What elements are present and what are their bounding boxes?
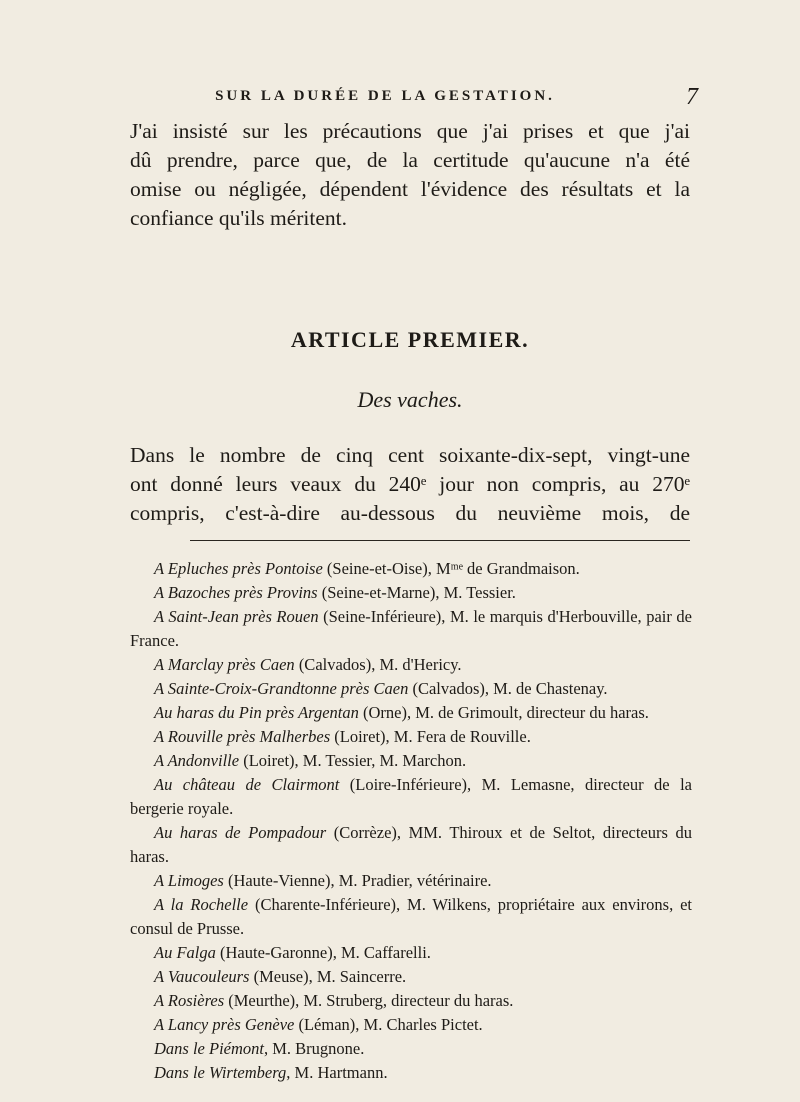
- footnote-place: A Saint-Jean près Rouen: [154, 607, 319, 626]
- footnote-item: [130, 893, 692, 941]
- footnote-detail: (Meuse), M. Saincerre.: [249, 967, 407, 986]
- footnote-place: A Limoges: [154, 871, 224, 890]
- footnote-detail: (Meurthe), M. Struberg, directeur du haras.: [224, 991, 514, 1010]
- footnote-item: [130, 1013, 692, 1037]
- intro-line: dû prendre, parce que, de la certitude qu'aucune n'a été: [130, 148, 690, 172]
- footnote-detail: (Léman), M. Charles Pictet.: [294, 1015, 483, 1034]
- footnote-item: [130, 581, 692, 605]
- footnote-detail: (Calvados), M. de Chastenay.: [408, 679, 608, 698]
- paragraph-line: compris, c'est-à-dire au-dessous du neuvième mois, de: [130, 501, 690, 525]
- intro-line: confiance qu'ils méritent.: [130, 206, 348, 230]
- article-paragraph: [130, 441, 690, 528]
- footnote-detail: (Loire-Inférieure), M. Lemasne, directeur de la bergerie royale.: [130, 775, 692, 818]
- footnote-detail: (Seine-et-Oise), Mᵐᵉ de Grandmaison.: [322, 559, 580, 578]
- paragraph-line: Dans le nombre de cinq cent soixante-dix-sept, vingt-une: [130, 443, 690, 467]
- intro-line: J'ai insisté sur les précautions que j'ai prises et que j'ai: [130, 119, 690, 143]
- footnote-place: A Marclay près Caen: [154, 655, 295, 674]
- footnote-list: [130, 557, 692, 1085]
- footnote-detail: (Loiret), M. Fera de Rouville.: [330, 727, 531, 746]
- footnote-rule: [190, 540, 690, 541]
- footnote-place: A Bazoches près Provins: [154, 583, 318, 602]
- footnote-item: [130, 1061, 692, 1085]
- footnote-place: A Epluches près Pontoise: [154, 559, 323, 578]
- footnote-item: [130, 869, 692, 893]
- footnote-place: Au haras du Pin près Argentan: [154, 703, 359, 722]
- footnote-place: Au haras de Pompadour: [154, 823, 327, 842]
- footnote-item: [130, 773, 692, 821]
- footnote-place: Dans le Piémont: [154, 1039, 264, 1058]
- footnote-item: [130, 653, 692, 677]
- footnote-item: [130, 965, 692, 989]
- footnote-place: Au château de Clairmont: [154, 775, 340, 794]
- footnote-place: A Rosières: [154, 991, 225, 1010]
- footnote-place: A Rouville près Malherbes: [154, 727, 331, 746]
- footnote-detail: (Seine-et-Marne), M. Tessier.: [317, 583, 516, 602]
- paragraph-line: ont donné leurs veaux du 240ᵉ jour non compris, au 270ᵉ: [130, 472, 690, 496]
- footnote-item: [130, 605, 692, 653]
- footnote-item: [130, 1037, 692, 1061]
- footnote-detail: (Haute-Vienne), M. Pradier, vétérinaire.: [223, 871, 492, 890]
- footnote-detail: (Seine-Inférieure), M. le marquis d'Herbouville, pair de France.: [130, 607, 692, 650]
- footnote-item: [130, 989, 692, 1013]
- footnote-item: [130, 725, 692, 749]
- footnote-item: [130, 701, 692, 725]
- footnote-place: Dans le Wirtemberg: [154, 1063, 287, 1082]
- running-head: SUR LA DURÉE DE LA GESTATION.: [215, 88, 555, 104]
- footnote-detail: (Haute-Garonne), M. Caffarelli.: [215, 943, 431, 962]
- footnote-item: [130, 821, 692, 869]
- footnote-detail: (Loiret), M. Tessier, M. Marchon.: [239, 751, 467, 770]
- footnote-item: [130, 749, 692, 773]
- footnote-detail: (Calvados), M. d'Hericy.: [294, 655, 462, 674]
- footnote-item: [130, 557, 692, 581]
- footnote-place: A la Rochelle: [154, 895, 249, 914]
- article-heading: ARTICLE PREMIER.: [290, 327, 530, 352]
- page-number: 7: [686, 84, 698, 110]
- footnote-detail: (Orne), M. de Grimoult, directeur du haras.: [358, 703, 649, 722]
- footnote-item: [130, 941, 692, 965]
- footnote-detail: (Charente-Inférieure), M. Wilkens, propriétaire aux environs, et consul de Prusse.: [130, 895, 692, 938]
- footnote-place: A Andonville: [154, 751, 240, 770]
- intro-line: omise ou négligée, dépendent l'évidence des résultats et la: [130, 177, 690, 201]
- footnote-place: A Vaucouleurs: [154, 967, 250, 986]
- footnote-detail: (Corrèze), MM. Thiroux et de Seltot, directeurs du haras.: [130, 823, 692, 866]
- footnote-item: [130, 677, 692, 701]
- footnote-place: A Lancy près Genève: [154, 1015, 295, 1034]
- footnote-detail: , M. Brugnone.: [263, 1039, 365, 1058]
- article-subheading: Des vaches.: [357, 387, 463, 412]
- footnote-place: A Sainte-Croix-Grandtonne près Caen: [154, 679, 409, 698]
- intro-paragraph: [130, 117, 690, 233]
- footnote-detail: , M. Hartmann.: [286, 1063, 388, 1082]
- footnote-place: Au Falga: [154, 943, 216, 962]
